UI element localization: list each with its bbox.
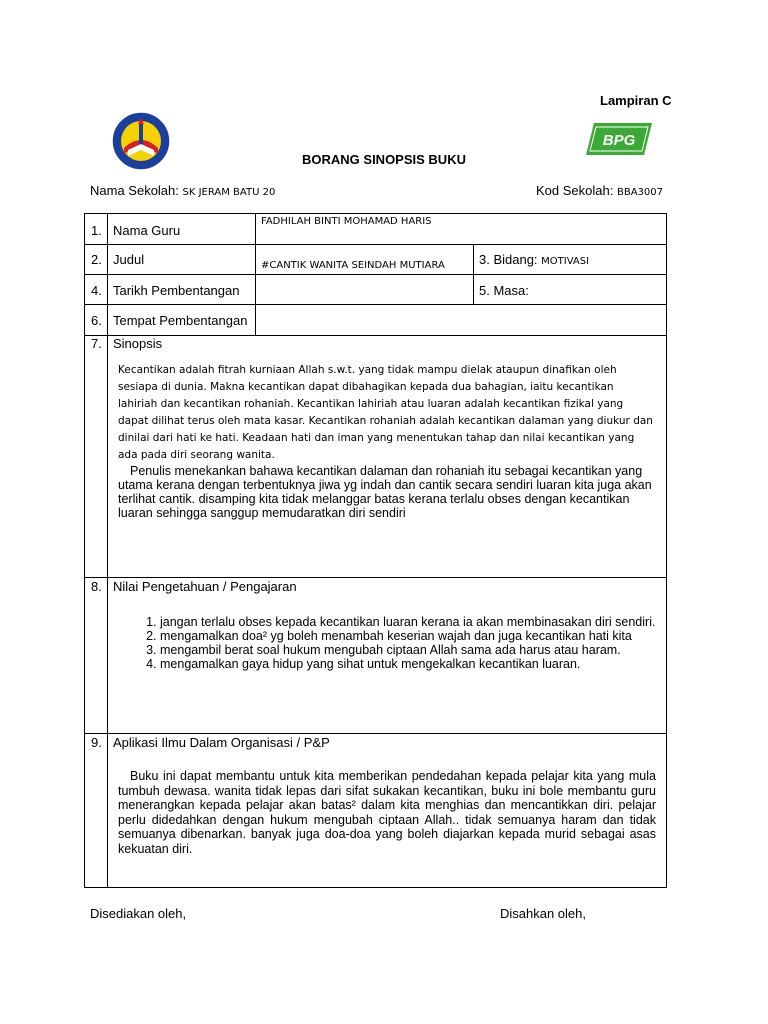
title-label: Judul — [113, 252, 145, 267]
presentation-place-value[interactable] — [256, 305, 667, 336]
row-number: 6. — [85, 305, 108, 336]
row-presentation-place — [85, 305, 667, 336]
row-application — [85, 734, 667, 888]
presentation-date-label: Tarikh Pembentangan — [113, 283, 240, 298]
field-value: MOTIVASI — [541, 256, 590, 267]
row-lessons — [85, 578, 667, 734]
presentation-place-label: Tempat Pembentangan — [113, 313, 248, 328]
bpg-logo-text: BPG — [602, 132, 636, 149]
school-name-line — [90, 183, 275, 198]
list-item: 3. mengambil berat soal hukum mengubah ciptaan Allah sama ada harus atau haram. — [160, 643, 666, 657]
lessons-label: Nilai Pengetahuan / Pengajaran — [113, 579, 297, 594]
synopsis-paragraph-2 — [108, 464, 666, 520]
synopsis-form-table — [84, 213, 667, 888]
title-value: #CANTIK WANITA SEINDAH MUTIARA — [261, 260, 445, 271]
application-text-block — [108, 753, 666, 856]
field-label: 3. Bidang: — [479, 252, 538, 267]
school-name-label: Nama Sekolah: — [90, 183, 179, 198]
row-number: 7. — [85, 336, 108, 578]
application-text: Buku ini dapat membantu untuk kita memberikan pendedahan kepada pelajar kita yang mula tumbuh dewasa. wanita tidak lepas dari sifat sukakan kecantikan, buku ini bole membantu guru menerangkan kepada pelajar akan batas² dalam kita menghias dan mencantikkan diri. pelajar perlu didedahkan dengan hukum mengubah ciptaan Allah.. tidak semuanya haram dan tidak semuanya dibenarkan. banyak juga doa-doa yang boleh diajarkan kepada murid sebagai asas kekuatan diri. — [118, 769, 656, 856]
list-item: 1. jangan terlalu obses kepada kecantikan luaran kerana ia akan membinasakan diri sendiri. — [160, 615, 666, 629]
school-code-label: Kod Sekolah: — [536, 183, 614, 198]
row-title — [85, 245, 667, 275]
form-title: BORANG SINOPSIS BUKU — [302, 152, 466, 167]
duration-label: 5. Masa: — [479, 283, 529, 298]
prepared-by-label: Disediakan oleh, — [90, 906, 187, 921]
row-synopsis — [85, 336, 667, 578]
list-item: 4. mengamalkan gaya hidup yang sihat untuk mengekalkan kecantikan luaran. — [160, 657, 666, 671]
teacher-name-label: Nama Guru — [113, 223, 181, 238]
school-name-value: SK JERAM BATU 20 — [182, 187, 276, 198]
synopsis-paragraph-1: Kecantikan adalah fitrah kurniaan Allah s.w.t. yang tidak mampu dielak ataupun dinafikan oleh sesiapa di dunia. Makna kecantikan dapat dibahagikan kepada dua bahagian, iaitu kecantikan lahiriah dan kecantikan rohaniah. Kecantikan lahiriah atau luaran adalah kecantikan fizikal yang dapat dilihat terus oleh mata kasar. Kecantikan rohaniah adalah kecantikan dalaman yang diukur dan dinilai dari hati ke hati. Keadaan hati dan iman yang menentukan tahap dan nilai kecantikan yang ada pada diri seorang wanita. — [118, 364, 653, 461]
lessons-list — [108, 615, 666, 671]
row-number: 1. — [85, 214, 108, 245]
row-number: 2. — [85, 245, 108, 275]
row-number: 8. — [85, 578, 108, 734]
list-item: 2. mengamalkan doa² yg boleh menambah keserian wajah dan juga kecantikan hati kita — [160, 629, 666, 643]
school-code-value: BBA3007 — [616, 187, 663, 198]
approved-by-label: Disahkan oleh, — [500, 906, 586, 921]
synopsis-label: Sinopsis — [113, 336, 163, 351]
row-number: 9. — [85, 734, 108, 888]
row-number: 4. — [85, 275, 108, 305]
presentation-date-value[interactable] — [256, 275, 474, 305]
school-code-line — [536, 183, 663, 198]
synopsis-paragraph-2-text: Penulis menekankan bahawa kecantikan dalaman dan rohaniah itu sebagai kecantikan yang utama kerana dengan terbentuknya jiwa yg indah dan cantik secara sendiri luaran kita juga akan terlihat cantik. disamping kita tidak melanggar batas kerana terlalu obses dengan kecantikan luaran sehingga sanggup memudaratkan diri sendiri — [118, 464, 652, 520]
row-teacher-name — [85, 214, 667, 245]
field-cell — [474, 245, 666, 270]
teacher-name-value: FADHILAH BINTI MOHAMAD HARIS — [261, 216, 432, 227]
lampiran-label: Lampiran C — [600, 93, 672, 108]
row-presentation-date — [85, 275, 667, 305]
application-label: Aplikasi Ilmu Dalam Organisasi / P&P — [113, 735, 330, 750]
